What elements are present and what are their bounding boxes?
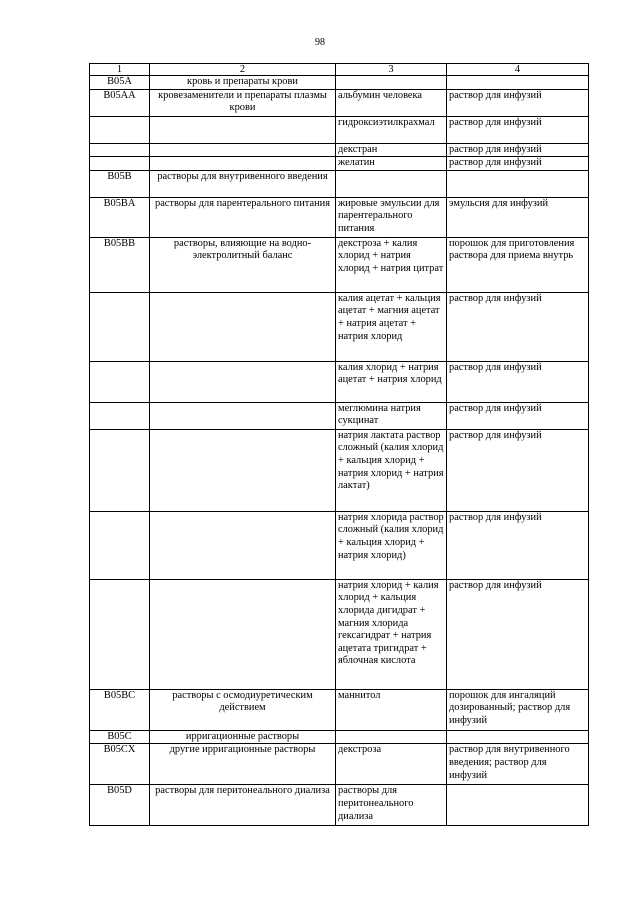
atc-code-cell: B05BB bbox=[90, 237, 150, 292]
atc-code-cell: B05BC bbox=[90, 689, 150, 730]
group-cell: кровь и препараты крови bbox=[150, 76, 336, 90]
drug-name-cell: маннитол bbox=[336, 689, 447, 730]
table-row bbox=[90, 361, 589, 402]
group-cell: кровезаменители и препараты плазмы крови bbox=[150, 89, 336, 116]
dosage-form-cell: раствор для инфузий bbox=[447, 429, 589, 511]
dosage-form-cell: раствор для инфузий bbox=[447, 511, 589, 579]
group-cell bbox=[150, 579, 336, 689]
table-row bbox=[90, 197, 589, 237]
table-row bbox=[90, 511, 589, 579]
table-row bbox=[90, 157, 589, 171]
dosage-form-cell: раствор для инфузий bbox=[447, 89, 589, 116]
atc-code-cell: B05AA bbox=[90, 89, 150, 116]
atc-code-cell bbox=[90, 116, 150, 143]
table-row bbox=[90, 730, 589, 744]
drug-name-cell: декстроза + калия хлорид + натрия хлорид + натрия цитрат bbox=[336, 237, 447, 292]
atc-code-cell: B05A bbox=[90, 76, 150, 90]
drug-table bbox=[89, 63, 589, 826]
drug-name-cell: альбумин человека bbox=[336, 89, 447, 116]
table-row bbox=[90, 116, 589, 143]
atc-code-cell: B05D bbox=[90, 785, 150, 826]
column-header: 3 bbox=[336, 64, 447, 76]
drug-name-cell: растворы для перитонеального диализа bbox=[336, 785, 447, 826]
table-row bbox=[90, 744, 589, 785]
dosage-form-cell bbox=[447, 730, 589, 744]
atc-code-cell: B05B bbox=[90, 170, 150, 197]
atc-code-cell bbox=[90, 292, 150, 361]
group-cell: растворы для перитонеального диализа bbox=[150, 785, 336, 826]
dosage-form-cell: раствор для инфузий bbox=[447, 402, 589, 429]
dosage-form-cell: раствор для инфузий bbox=[447, 143, 589, 157]
group-cell: другие ирригационные растворы bbox=[150, 744, 336, 785]
table-row bbox=[90, 76, 589, 90]
dosage-form-cell: раствор для инфузий bbox=[447, 157, 589, 171]
drug-name-cell bbox=[336, 730, 447, 744]
atc-code-cell bbox=[90, 157, 150, 171]
atc-code-cell: B05CX bbox=[90, 744, 150, 785]
drug-name-cell: декстран bbox=[336, 143, 447, 157]
table-row bbox=[90, 689, 589, 730]
table-row bbox=[90, 143, 589, 157]
drug-name-cell: меглюмина натрия сукцинат bbox=[336, 402, 447, 429]
dosage-form-cell: порошок для ингаляций дозированный; раствор для инфузий bbox=[447, 689, 589, 730]
drug-name-cell: декстроза bbox=[336, 744, 447, 785]
table-row bbox=[90, 579, 589, 689]
group-cell bbox=[150, 116, 336, 143]
drug-name-cell: желатин bbox=[336, 157, 447, 171]
dosage-form-cell: раствор для инфузий bbox=[447, 579, 589, 689]
atc-code-cell bbox=[90, 511, 150, 579]
dosage-form-cell: раствор для внутривенного введения; раствор для инфузий bbox=[447, 744, 589, 785]
drug-name-cell bbox=[336, 76, 447, 90]
drug-name-cell: натрия лактата раствор сложный (калия хлорид + кальция хлорид + натрия хлорид + натрия лактат) bbox=[336, 429, 447, 511]
group-cell bbox=[150, 143, 336, 157]
atc-code-cell bbox=[90, 361, 150, 402]
group-cell bbox=[150, 402, 336, 429]
drug-name-cell bbox=[336, 170, 447, 197]
group-cell: ирригационные растворы bbox=[150, 730, 336, 744]
table-row bbox=[90, 785, 589, 826]
drug-name-cell: калия ацетат + кальция ацетат + магния ацетат + натрия ацетат + натрия хлорид bbox=[336, 292, 447, 361]
atc-code-cell bbox=[90, 429, 150, 511]
drug-name-cell: натрия хлорида раствор сложный (калия хлорид + кальция хлорид + натрия хлорид) bbox=[336, 511, 447, 579]
group-cell bbox=[150, 157, 336, 171]
column-header: 1 bbox=[90, 64, 150, 76]
column-header: 4 bbox=[447, 64, 589, 76]
group-cell: растворы для парентерального питания bbox=[150, 197, 336, 237]
drug-name-cell: калия хлорид + натрия ацетат + натрия хлорид bbox=[336, 361, 447, 402]
dosage-form-cell: раствор для инфузий bbox=[447, 292, 589, 361]
dosage-form-cell bbox=[447, 76, 589, 90]
table-header-row bbox=[90, 64, 589, 76]
group-cell: растворы с осмодиуретическим действием bbox=[150, 689, 336, 730]
dosage-form-cell bbox=[447, 785, 589, 826]
column-header: 2 bbox=[150, 64, 336, 76]
drug-name-cell: натрия хлорид + калия хлорид + кальция хлорида дигидрат + магния хлорида гексагидрат + натрия ацетата тригидрат + яблочная кислота bbox=[336, 579, 447, 689]
atc-code-cell: B05BA bbox=[90, 197, 150, 237]
drug-name-cell: гидроксиэтилкрахмал bbox=[336, 116, 447, 143]
group-cell bbox=[150, 511, 336, 579]
table-row bbox=[90, 292, 589, 361]
table-row bbox=[90, 237, 589, 292]
group-cell: растворы для внутривенного введения bbox=[150, 170, 336, 197]
drug-name-cell: жировые эмульсии для парентерального питания bbox=[336, 197, 447, 237]
dosage-form-cell: раствор для инфузий bbox=[447, 361, 589, 402]
group-cell: растворы, влияющие на водно-электролитный баланс bbox=[150, 237, 336, 292]
atc-code-cell bbox=[90, 402, 150, 429]
dosage-form-cell: эмульсия для инфузий bbox=[447, 197, 589, 237]
atc-code-cell bbox=[90, 579, 150, 689]
dosage-form-cell: раствор для инфузий bbox=[447, 116, 589, 143]
table-row bbox=[90, 89, 589, 116]
table-row bbox=[90, 429, 589, 511]
group-cell bbox=[150, 429, 336, 511]
page-number: 98 bbox=[315, 37, 325, 48]
group-cell bbox=[150, 292, 336, 361]
atc-code-cell: B05C bbox=[90, 730, 150, 744]
atc-code-cell bbox=[90, 143, 150, 157]
table-row bbox=[90, 402, 589, 429]
table-row bbox=[90, 170, 589, 197]
dosage-form-cell: порошок для приготовления раствора для приема внутрь bbox=[447, 237, 589, 292]
group-cell bbox=[150, 361, 336, 402]
dosage-form-cell bbox=[447, 170, 589, 197]
